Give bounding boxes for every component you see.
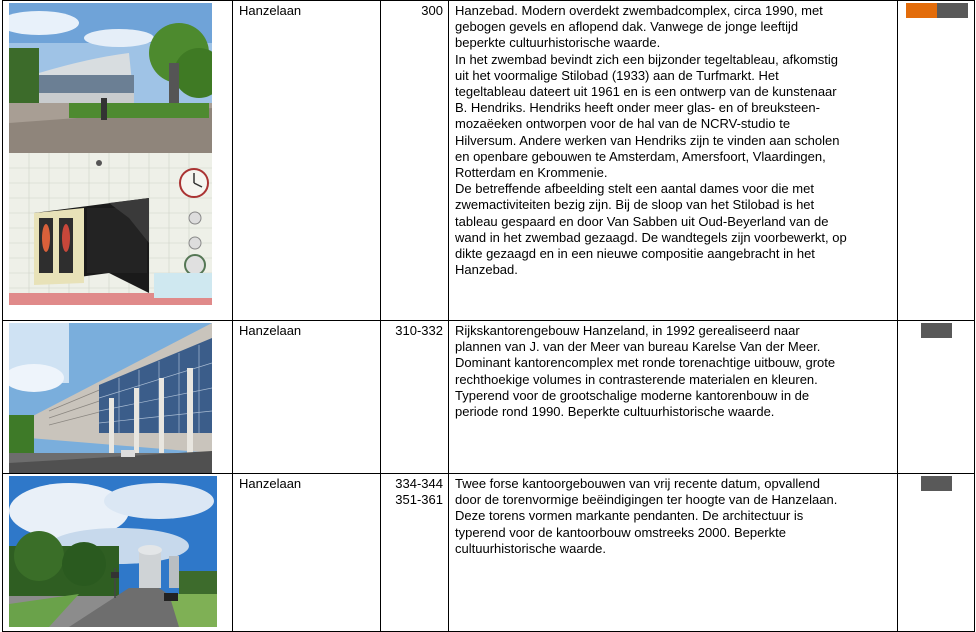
house-number: 310-332	[395, 323, 443, 338]
rating-block	[921, 476, 952, 491]
value-rating	[904, 323, 969, 338]
description-line: Hanzebad.	[455, 262, 518, 278]
description-line: De betreffende afbeelding stelt een aantal dames voor die met	[455, 181, 814, 197]
rating-block	[937, 3, 968, 18]
description-line: tableau gespaard en door Van Sabben uit Oud-Beyerland van de	[455, 213, 829, 229]
rating-block	[921, 323, 952, 338]
inventory-table	[2, 0, 975, 632]
description-line: Hanzebad. Modern overdekt zwembadcomplex, circa 1990, met	[455, 3, 823, 18]
street-name: Hanzelaan	[239, 3, 302, 18]
description-line: wand in het zwembad gezaagd. De wandtegels zijn voorbewerkt, op	[455, 229, 847, 245]
street-cell	[233, 321, 381, 474]
photo-cell	[3, 1, 233, 321]
description-line: typerend voor de kantoorbouw omstreeks 2000. Beperkte	[455, 524, 786, 540]
photo-rijkskantorengebouw	[9, 323, 212, 473]
description-line: tegeltableau dateert uit 1961 en is een ontwerp van de kunstenaar	[455, 84, 837, 100]
number-cell	[381, 1, 449, 321]
table-row	[3, 321, 975, 474]
photo-cell	[3, 321, 233, 474]
house-number: 300	[421, 3, 443, 18]
rating-block	[906, 3, 937, 18]
description-line: B. Hendriks. Hendriks heeft onder meer glas- en of breuksteen-	[455, 100, 820, 116]
description-line: cultuurhistorische waarde.	[455, 540, 607, 556]
description-line: en openbare gebouwen te Amsterdam, Amersfoort, Vlaardingen,	[455, 148, 826, 164]
description-line: In het zwembad bevindt zich een bijzonder tegeltableau, afkomstig	[455, 51, 839, 67]
rating-cell	[898, 1, 975, 321]
photo-hanzebad	[9, 3, 212, 305]
description-line: periode rond 1990. Beperkte cultuurhistorische waarde.	[455, 404, 775, 420]
description-cell	[449, 321, 898, 474]
description-line: mozaëeken ontworpen voor de hal van de NCRV-studio te	[455, 116, 791, 132]
description-line: gebogen gevels en aflopend dak. Vanwege de jonge leeftijd	[455, 19, 799, 35]
description-line: Typerend voor de grootschalige moderne kantorenbouw in de	[455, 387, 810, 403]
description-line: Rijkskantorengebouw Hanzeland, in 1992 gerealiseerd naar	[455, 323, 800, 338]
rating-cell	[898, 321, 975, 474]
description-line: uit het voormalige Stilobad (1933) aan de Turfmarkt. Het	[455, 67, 779, 83]
description-cell	[449, 1, 898, 321]
description-line: zwemactiviteiten bezig zijn. Bij de sloop van het Stilobad is het	[455, 197, 815, 213]
house-number: 334-344	[395, 476, 443, 491]
description-line: plannen van J. van der Meer van bureau Karelse Van der Meer.	[455, 339, 821, 355]
description-line: Twee forse kantoorgebouwen van vrij recente datum, opvallend	[455, 476, 820, 491]
table-row	[3, 1, 975, 321]
description-line: dikte gezaagd en in een nieuwe compositie aangebracht in het	[455, 246, 815, 262]
street-name: Hanzelaan	[239, 476, 302, 491]
photo-cell	[3, 474, 233, 632]
description-cell	[449, 474, 898, 632]
number-cell	[381, 321, 449, 474]
description-line: Deze torens vormen markante pendanten. De architectuur is	[455, 508, 804, 524]
table-row	[3, 474, 975, 632]
description-line: Dominant kantorencomplex met ronde torenachtige uitbouw, grote	[455, 355, 836, 371]
street-cell	[233, 474, 381, 632]
value-rating	[904, 3, 969, 18]
house-number: 351-361	[395, 492, 443, 508]
description-line: rechthoekige volumes in contrasterende materialen en kleuren.	[455, 371, 818, 387]
photo-kantoorgebouwen	[9, 476, 217, 627]
number-cell	[381, 474, 449, 632]
description-line: beperkte cultuurhistorische waarde.	[455, 35, 661, 51]
street-name: Hanzelaan	[239, 323, 302, 338]
description-line: door de torenvormige beëindigingen ter hoogte van de Hanzelaan.	[455, 492, 838, 508]
street-cell	[233, 1, 381, 321]
description-line: Rotterdam en Krommenie.	[455, 165, 608, 181]
rating-cell	[898, 474, 975, 632]
description-line: Hilversum. Andere werken van Hendriks zijn te vinden aan scholen	[455, 132, 840, 148]
value-rating	[904, 476, 969, 491]
